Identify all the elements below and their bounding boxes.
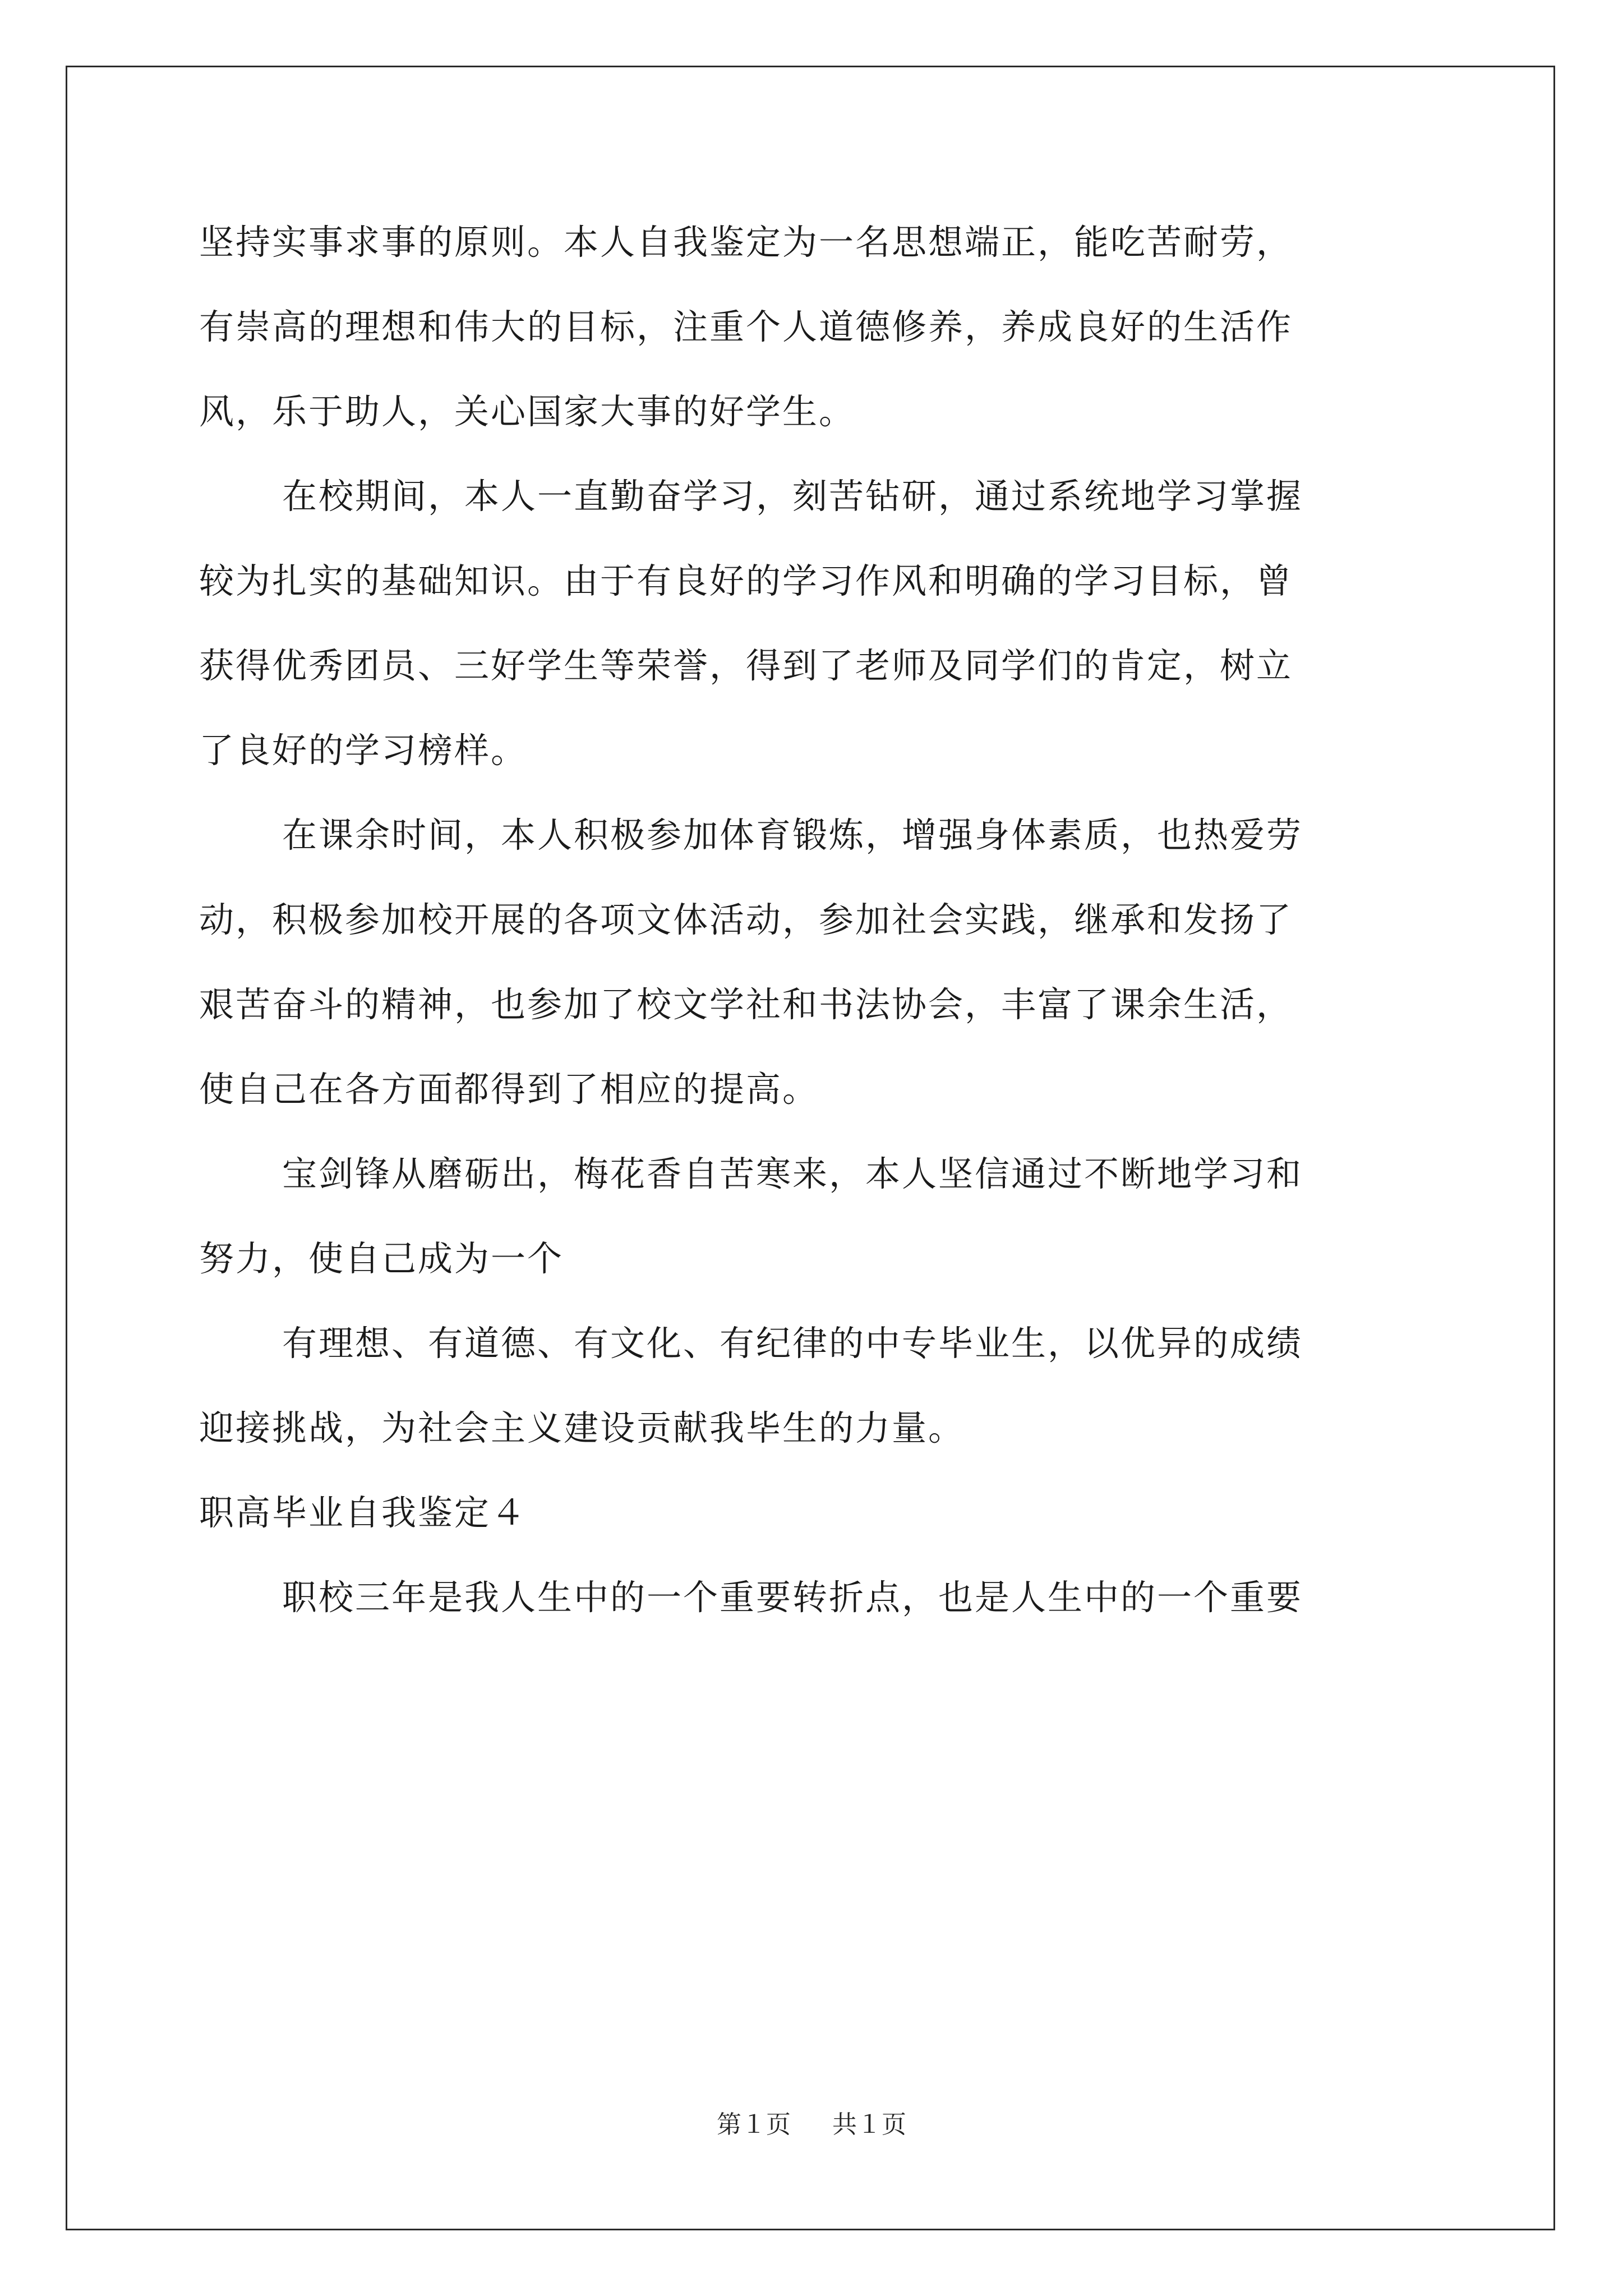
page-total: 共１页 bbox=[832, 2110, 906, 2139]
text-line-5: 较为扎实的基础知识。由于有良好的学习作风和明确的学习目标，曾 bbox=[199, 560, 1293, 601]
text-line-10: 艰苦奋斗的精神，也参加了校文学社和书法协会，丰富了课余生活， bbox=[199, 984, 1293, 1025]
text-line-1: 坚持实事求事的原则。本人自我鉴定为一名思想端正，能吃苦耐劳， bbox=[199, 222, 1293, 263]
page-number: 第１页 bbox=[717, 2110, 791, 2139]
text-line-6: 获得优秀团员、三好学生等荣誉，得到了老师及同学们的肯定，树立 bbox=[199, 645, 1293, 686]
text-line-2: 有崇高的理想和伟大的目标，注重个人道德修养，养成良好的生活作 bbox=[199, 306, 1293, 347]
page-footer bbox=[0, 2108, 1623, 2142]
document-body bbox=[199, 200, 1450, 1640]
text-line-14: 有理想、有道德、有文化、有纪律的中专毕业生，以优异的成绩 bbox=[282, 1323, 1303, 1364]
text-line-11: 使自己在各方面都得到了相应的提高。 bbox=[199, 1069, 819, 1110]
text-line-17: 职校三年是我人生中的一个重要转折点，也是人生中的一个重要 bbox=[282, 1577, 1303, 1618]
text-line-15: 迎接挑战，为社会主义建设贡献我毕生的力量。 bbox=[199, 1407, 965, 1448]
text-line-9: 动，积极参加校开展的各项文体活动，参加社会实践，继承和发扬了 bbox=[199, 899, 1293, 940]
text-line-4: 在校期间，本人一直勤奋学习，刻苦钻研，通过系统地学习掌握 bbox=[282, 476, 1303, 517]
text-line-7: 了良好的学习榜样。 bbox=[199, 730, 528, 771]
text-line-12: 宝剑锋从磨砺出，梅花香自苦寒来，本人坚信通过不断地学习和 bbox=[282, 1153, 1303, 1194]
text-line-13: 努力，使自己成为一个 bbox=[199, 1238, 564, 1279]
text-line-8: 在课余时间，本人积极参加体育锻炼，增强身体素质，也热爱劳 bbox=[282, 815, 1303, 855]
section-heading: 职高毕业自我鉴定４ bbox=[199, 1492, 528, 1533]
text-line-3: 风，乐于助人，关心国家大事的好学生。 bbox=[199, 391, 856, 432]
